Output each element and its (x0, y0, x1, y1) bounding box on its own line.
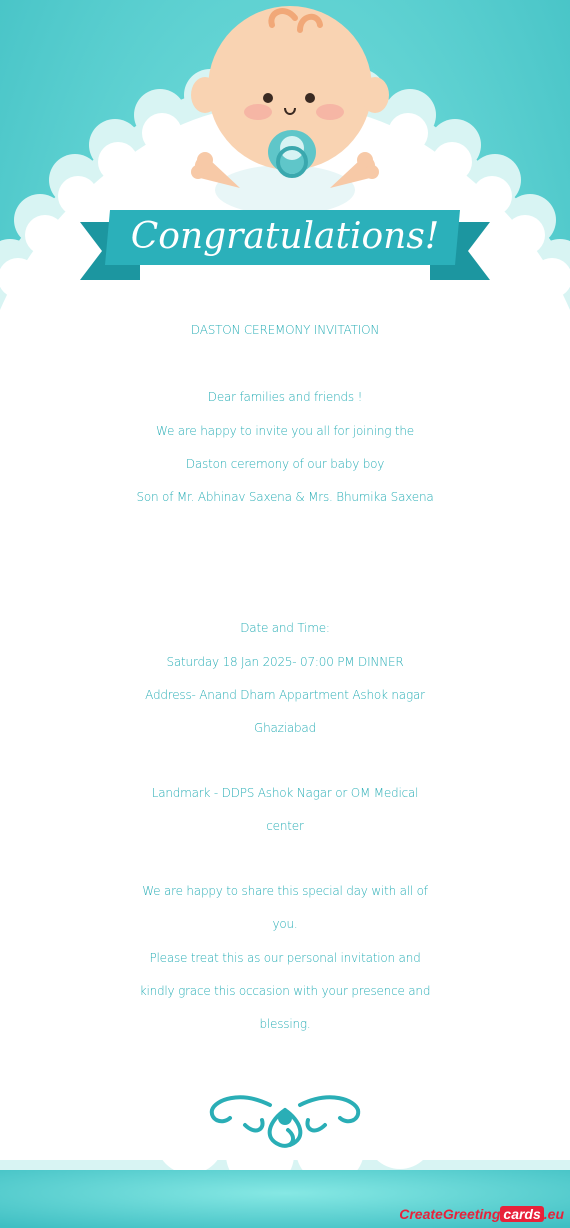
treat-line-2: kindly grace this occasion with your presence and (139, 984, 431, 998)
treat-line-3: blessing. (259, 1017, 311, 1031)
site-logo[interactable] (399, 1206, 564, 1222)
address-line-1: Address- Anand Dham Appartment Ashok nagar (145, 688, 425, 702)
landmark-line-2: center (266, 819, 304, 833)
logo-part-1: CreateGreeting (399, 1206, 501, 1222)
banner-title: Congratulations! (130, 216, 440, 257)
body-line-2: Daston ceremony of our baby boy (185, 457, 385, 471)
landmark-line-1: Landmark - DDPS Ashok Nagar or OM Medical (151, 786, 419, 800)
logo-part-3: .eu (543, 1206, 564, 1222)
body-line-1: We are happy to invite you all for joining the (156, 424, 414, 438)
share-line-1: We are happy to share this special day with all of (142, 884, 428, 898)
date-value: Saturday 18 Jan 2025- 07:00 PM DINNER (166, 655, 404, 669)
parents-line: Son of Mr. Abhinav Saxena & Mrs. Bhumika Saxena (136, 490, 434, 504)
invitation-heading: DASTON CEREMONY INVITATION (190, 323, 380, 337)
address-line-2: Ghaziabad (253, 721, 317, 735)
date-label: Date and Time: (240, 621, 330, 635)
share-line-2: you. (272, 917, 298, 931)
logo-part-2: cards (500, 1206, 543, 1222)
greeting: Dear families and friends ! (207, 390, 363, 404)
treat-line-1: Please treat this as our personal invitation and (149, 951, 421, 965)
